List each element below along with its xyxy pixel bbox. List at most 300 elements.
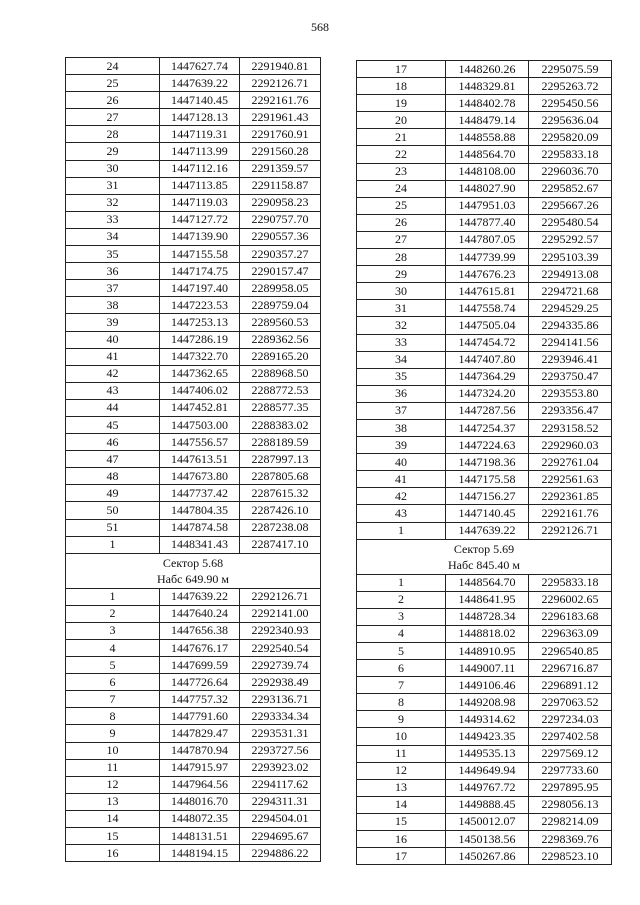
point-number-cell: 29 (357, 266, 446, 283)
table-row (66, 331, 321, 348)
x-coordinate-cell: 1447737.42 (160, 485, 240, 502)
x-coordinate-cell: 1447807.05 (446, 231, 529, 248)
y-coordinate-cell: 2295103.39 (529, 249, 612, 266)
y-coordinate-cell: 2295263.72 (529, 78, 612, 95)
table-row (357, 522, 612, 539)
table-row (66, 75, 321, 92)
x-coordinate-cell: 1449007.11 (446, 660, 529, 677)
table-row (357, 317, 612, 334)
table-row (66, 314, 321, 331)
y-coordinate-cell: 2290557.36 (240, 228, 321, 245)
point-number-cell: 2 (66, 605, 160, 622)
table-row (66, 793, 321, 810)
x-coordinate-cell: 1449888.45 (446, 796, 529, 813)
y-coordinate-cell: 2297234.03 (529, 711, 612, 728)
point-number-cell: 43 (357, 505, 446, 522)
x-coordinate-cell: 1447155.58 (160, 246, 240, 263)
table-row (66, 691, 321, 708)
x-coordinate-cell: 1447140.45 (160, 92, 240, 109)
y-coordinate-cell: 2295292.57 (529, 231, 612, 248)
table-row (357, 677, 612, 694)
x-coordinate-cell: 1448329.81 (446, 78, 529, 95)
x-coordinate-cell: 1447198.36 (446, 454, 529, 471)
point-number-cell: 33 (66, 211, 160, 228)
point-number-cell: 2 (357, 591, 446, 608)
x-coordinate-cell: 1447113.85 (160, 177, 240, 194)
y-coordinate-cell: 2292126.71 (529, 522, 612, 539)
x-coordinate-cell: 1448818.02 (446, 625, 529, 642)
y-coordinate-cell: 2293923.02 (240, 759, 321, 776)
x-coordinate-cell: 1447829.47 (160, 725, 240, 742)
point-number-cell: 1 (357, 574, 446, 591)
y-coordinate-cell: 2296891.12 (529, 677, 612, 694)
y-coordinate-cell: 2294117.62 (240, 776, 321, 793)
table-row (357, 78, 612, 95)
point-number-cell: 11 (357, 745, 446, 762)
y-coordinate-cell: 2296363.09 (529, 625, 612, 642)
table-row (357, 471, 612, 488)
point-number-cell: 38 (66, 297, 160, 314)
point-number-cell: 14 (66, 810, 160, 827)
x-coordinate-cell: 1447156.27 (446, 488, 529, 505)
point-number-cell: 50 (66, 502, 160, 519)
table-row (66, 536, 321, 553)
x-coordinate-cell: 1448564.70 (446, 146, 529, 163)
x-coordinate-cell: 1447503.00 (160, 416, 240, 433)
y-coordinate-cell: 2293750.47 (529, 368, 612, 385)
y-coordinate-cell: 2287426.10 (240, 502, 321, 519)
table-row (66, 588, 321, 605)
point-number-cell: 24 (357, 180, 446, 197)
y-coordinate-cell: 2292361.85 (529, 488, 612, 505)
point-number-cell: 20 (357, 112, 446, 129)
y-coordinate-cell: 2292540.54 (240, 640, 321, 657)
point-number-cell: 5 (66, 657, 160, 674)
table-row (66, 160, 321, 177)
page-number: 568 (311, 20, 329, 34)
point-number-cell: 27 (357, 231, 446, 248)
table-row (66, 657, 321, 674)
x-coordinate-cell: 1447640.24 (160, 605, 240, 622)
y-coordinate-cell: 2293553.80 (529, 385, 612, 402)
y-coordinate-cell: 2289362.56 (240, 331, 321, 348)
table-row (66, 725, 321, 742)
x-coordinate-cell: 1447174.75 (160, 263, 240, 280)
table-row (66, 828, 321, 845)
y-coordinate-cell: 2287805.68 (240, 468, 321, 485)
point-number-cell: 38 (357, 419, 446, 436)
point-number-cell: 28 (357, 249, 446, 266)
sector-heading-row (357, 539, 612, 574)
y-coordinate-cell: 2287997.13 (240, 451, 321, 468)
x-coordinate-cell: 1447739.99 (446, 249, 529, 266)
point-number-cell: 7 (357, 677, 446, 694)
table-row (66, 297, 321, 314)
point-number-cell: 37 (66, 280, 160, 297)
point-number-cell: 26 (66, 92, 160, 109)
table-row (357, 608, 612, 625)
point-number-cell: 31 (66, 177, 160, 194)
x-coordinate-cell: 1447639.22 (446, 522, 529, 539)
x-coordinate-cell: 1448108.00 (446, 163, 529, 180)
point-number-cell: 1 (66, 588, 160, 605)
point-number-cell: 12 (66, 776, 160, 793)
x-coordinate-cell: 1447362.65 (160, 365, 240, 382)
x-coordinate-cell: 1447364.29 (446, 368, 529, 385)
point-number-cell: 30 (66, 160, 160, 177)
y-coordinate-cell: 2293946.41 (529, 351, 612, 368)
y-coordinate-cell: 2294886.22 (240, 845, 321, 862)
x-coordinate-cell: 1447322.70 (160, 348, 240, 365)
point-number-cell: 26 (357, 214, 446, 231)
y-coordinate-cell: 2297895.95 (529, 779, 612, 796)
table-row (66, 708, 321, 725)
point-number-cell: 17 (357, 848, 446, 865)
x-coordinate-cell: 1447452.81 (160, 399, 240, 416)
point-number-cell: 49 (66, 485, 160, 502)
table-row (66, 674, 321, 691)
y-coordinate-cell: 2291158.87 (240, 177, 321, 194)
x-coordinate-cell: 1447197.40 (160, 280, 240, 297)
y-coordinate-cell: 2292340.93 (240, 622, 321, 639)
y-coordinate-cell: 2293356.47 (529, 402, 612, 419)
y-coordinate-cell: 2293334.34 (240, 708, 321, 725)
y-coordinate-cell: 2291560.28 (240, 143, 321, 160)
sector-heading (357, 539, 612, 574)
point-number-cell: 21 (357, 129, 446, 146)
table-row (357, 419, 612, 436)
y-coordinate-cell: 2298214.09 (529, 813, 612, 830)
x-coordinate-cell: 1448402.78 (446, 95, 529, 112)
point-number-cell: 47 (66, 451, 160, 468)
y-coordinate-cell: 2295820.09 (529, 129, 612, 146)
table-row (357, 813, 612, 830)
point-number-cell: 36 (357, 385, 446, 402)
table-row (357, 591, 612, 608)
point-number-cell: 48 (66, 468, 160, 485)
y-coordinate-cell: 2288189.59 (240, 434, 321, 451)
point-number-cell: 40 (357, 454, 446, 471)
table-row (66, 194, 321, 211)
y-coordinate-cell: 2295833.18 (529, 574, 612, 591)
y-coordinate-cell: 2290357.27 (240, 246, 321, 263)
y-coordinate-cell: 2293531.31 (240, 725, 321, 742)
y-coordinate-cell: 2288577.35 (240, 399, 321, 416)
x-coordinate-cell: 1447407.80 (446, 351, 529, 368)
y-coordinate-cell: 2288968.50 (240, 365, 321, 382)
y-coordinate-cell: 2292739.74 (240, 657, 321, 674)
x-coordinate-cell: 1448194.15 (160, 845, 240, 862)
y-coordinate-cell: 2295833.18 (529, 146, 612, 163)
table-row (66, 211, 321, 228)
x-coordinate-cell: 1447639.22 (160, 75, 240, 92)
table-row (357, 831, 612, 848)
x-coordinate-cell: 1449106.46 (446, 677, 529, 694)
point-number-cell: 39 (66, 314, 160, 331)
point-number-cell: 23 (357, 163, 446, 180)
point-number-cell: 32 (357, 317, 446, 334)
table-row (357, 300, 612, 317)
y-coordinate-cell: 2297063.52 (529, 694, 612, 711)
point-number-cell: 37 (357, 402, 446, 419)
y-coordinate-cell: 2292141.00 (240, 605, 321, 622)
point-number-cell: 13 (357, 779, 446, 796)
table-row (357, 796, 612, 813)
table-row (357, 214, 612, 231)
table-row (66, 177, 321, 194)
x-coordinate-cell: 1449314.62 (446, 711, 529, 728)
point-number-cell: 42 (66, 365, 160, 382)
point-number-cell: 16 (357, 831, 446, 848)
x-coordinate-cell: 1448910.95 (446, 643, 529, 660)
table-row (66, 776, 321, 793)
y-coordinate-cell: 2291760.91 (240, 126, 321, 143)
x-coordinate-cell: 1449208.98 (446, 694, 529, 711)
y-coordinate-cell: 2295450.56 (529, 95, 612, 112)
point-number-cell: 34 (66, 228, 160, 245)
table-row (66, 280, 321, 297)
x-coordinate-cell: 1450138.56 (446, 831, 529, 848)
x-coordinate-cell: 1447676.23 (446, 266, 529, 283)
point-number-cell: 6 (66, 674, 160, 691)
table-row (66, 622, 321, 639)
point-number-cell: 25 (66, 75, 160, 92)
y-coordinate-cell: 2292960.03 (529, 437, 612, 454)
y-coordinate-cell: 2296002.65 (529, 591, 612, 608)
y-coordinate-cell: 2295480.54 (529, 214, 612, 231)
x-coordinate-cell: 1447874.58 (160, 519, 240, 536)
x-coordinate-cell: 1448564.70 (446, 574, 529, 591)
y-coordinate-cell: 2290958.23 (240, 194, 321, 211)
point-number-cell: 35 (357, 368, 446, 385)
point-number-cell: 29 (66, 143, 160, 160)
x-coordinate-cell: 1447253.13 (160, 314, 240, 331)
y-coordinate-cell: 2298523.10 (529, 848, 612, 865)
y-coordinate-cell: 2292561.63 (529, 471, 612, 488)
x-coordinate-cell: 1447224.63 (446, 437, 529, 454)
y-coordinate-cell: 2295667.26 (529, 197, 612, 214)
y-coordinate-cell: 2288383.02 (240, 416, 321, 433)
table-row (66, 759, 321, 776)
table-row (357, 643, 612, 660)
y-coordinate-cell: 2288772.53 (240, 382, 321, 399)
point-number-cell: 9 (66, 725, 160, 742)
y-coordinate-cell: 2293727.56 (240, 742, 321, 759)
table-row (357, 694, 612, 711)
x-coordinate-cell: 1447656.38 (160, 622, 240, 639)
y-coordinate-cell: 2292126.71 (240, 588, 321, 605)
point-number-cell: 18 (357, 78, 446, 95)
x-coordinate-cell: 1448341.43 (160, 536, 240, 553)
table-row (357, 660, 612, 677)
y-coordinate-cell: 2297733.60 (529, 762, 612, 779)
x-coordinate-cell: 1447791.60 (160, 708, 240, 725)
y-coordinate-cell: 2294335.86 (529, 317, 612, 334)
x-coordinate-cell: 1447558.74 (446, 300, 529, 317)
point-number-cell: 36 (66, 263, 160, 280)
sector-area: Набс 845.40 м (447, 557, 521, 572)
y-coordinate-cell: 2294529.25 (529, 300, 612, 317)
point-number-cell: 10 (66, 742, 160, 759)
point-number-cell: 12 (357, 762, 446, 779)
x-coordinate-cell: 1449649.94 (446, 762, 529, 779)
point-number-cell: 1 (66, 536, 160, 553)
x-coordinate-cell: 1447287.56 (446, 402, 529, 419)
point-number-cell: 15 (357, 813, 446, 830)
sector-area: Набс 649.90 м (156, 571, 230, 586)
y-coordinate-cell: 2295852.67 (529, 180, 612, 197)
y-coordinate-cell: 2297569.12 (529, 745, 612, 762)
y-coordinate-cell: 2292126.71 (240, 75, 321, 92)
point-number-cell: 9 (357, 711, 446, 728)
point-number-cell: 5 (357, 643, 446, 660)
x-coordinate-cell: 1447175.58 (446, 471, 529, 488)
point-number-cell: 39 (357, 437, 446, 454)
point-number-cell: 10 (357, 728, 446, 745)
table-row (66, 810, 321, 827)
y-coordinate-cell: 2287417.10 (240, 536, 321, 553)
x-coordinate-cell: 1448558.88 (446, 129, 529, 146)
y-coordinate-cell: 2289759.04 (240, 297, 321, 314)
table-row (357, 351, 612, 368)
point-number-cell: 45 (66, 416, 160, 433)
x-coordinate-cell: 1447915.97 (160, 759, 240, 776)
table-row (66, 263, 321, 280)
point-number-cell: 41 (357, 471, 446, 488)
table-row (66, 382, 321, 399)
x-coordinate-cell: 1447454.72 (446, 334, 529, 351)
point-number-cell: 13 (66, 793, 160, 810)
y-coordinate-cell: 2287238.08 (240, 519, 321, 536)
x-coordinate-cell: 1448072.35 (160, 810, 240, 827)
table-row (357, 625, 612, 642)
point-number-cell: 3 (357, 608, 446, 625)
x-coordinate-cell: 1447505.04 (446, 317, 529, 334)
point-number-cell: 41 (66, 348, 160, 365)
x-coordinate-cell: 1447964.56 (160, 776, 240, 793)
table-row (357, 762, 612, 779)
y-coordinate-cell: 2290157.47 (240, 263, 321, 280)
table-row (357, 368, 612, 385)
point-number-cell: 8 (357, 694, 446, 711)
table-row (66, 348, 321, 365)
table-row (357, 95, 612, 112)
x-coordinate-cell: 1447324.20 (446, 385, 529, 402)
point-number-cell: 4 (66, 640, 160, 657)
table-row (357, 129, 612, 146)
table-row (66, 126, 321, 143)
y-coordinate-cell: 2295636.04 (529, 112, 612, 129)
x-coordinate-cell: 1447223.53 (160, 297, 240, 314)
point-number-cell: 15 (66, 828, 160, 845)
coordinates-table-left (65, 57, 321, 862)
x-coordinate-cell: 1450012.07 (446, 813, 529, 830)
point-number-cell: 43 (66, 382, 160, 399)
table-row (357, 249, 612, 266)
x-coordinate-cell: 1447877.40 (446, 214, 529, 231)
x-coordinate-cell: 1447119.03 (160, 194, 240, 211)
point-number-cell: 3 (66, 622, 160, 639)
x-coordinate-cell: 1449423.35 (446, 728, 529, 745)
point-number-cell: 51 (66, 519, 160, 536)
point-number-cell: 1 (357, 522, 446, 539)
point-number-cell: 11 (66, 759, 160, 776)
point-number-cell: 17 (357, 61, 446, 78)
x-coordinate-cell: 1447757.32 (160, 691, 240, 708)
x-coordinate-cell: 1447615.81 (446, 283, 529, 300)
table-row (66, 365, 321, 382)
point-number-cell: 25 (357, 197, 446, 214)
x-coordinate-cell: 1447870.94 (160, 742, 240, 759)
point-number-cell: 32 (66, 194, 160, 211)
point-number-cell: 8 (66, 708, 160, 725)
y-coordinate-cell: 2292938.49 (240, 674, 321, 691)
y-coordinate-cell: 2289165.20 (240, 348, 321, 365)
y-coordinate-cell: 2298056.13 (529, 796, 612, 813)
y-coordinate-cell: 2291961.43 (240, 109, 321, 126)
x-coordinate-cell: 1450267.86 (446, 848, 529, 865)
x-coordinate-cell: 1447639.22 (160, 588, 240, 605)
x-coordinate-cell: 1447673.80 (160, 468, 240, 485)
x-coordinate-cell: 1447113.99 (160, 143, 240, 160)
x-coordinate-cell: 1448016.70 (160, 793, 240, 810)
table-row (66, 742, 321, 759)
x-coordinate-cell: 1449767.72 (446, 779, 529, 796)
y-coordinate-cell: 2289560.53 (240, 314, 321, 331)
table-row (357, 146, 612, 163)
table-row (357, 574, 612, 591)
x-coordinate-cell: 1448479.14 (446, 112, 529, 129)
point-number-cell: 44 (66, 399, 160, 416)
table-row (357, 454, 612, 471)
x-coordinate-cell: 1447112.16 (160, 160, 240, 177)
table-row (357, 488, 612, 505)
x-coordinate-cell: 1447726.64 (160, 674, 240, 691)
y-coordinate-cell: 2293158.52 (529, 419, 612, 436)
point-number-cell: 33 (357, 334, 446, 351)
table-row (66, 451, 321, 468)
point-number-cell: 27 (66, 109, 160, 126)
table-row (357, 711, 612, 728)
point-number-cell: 24 (66, 58, 160, 75)
table-row (357, 728, 612, 745)
table-row (66, 640, 321, 657)
y-coordinate-cell: 2296036.70 (529, 163, 612, 180)
table-row (357, 197, 612, 214)
table-row (66, 519, 321, 536)
x-coordinate-cell: 1447676.17 (160, 640, 240, 657)
point-number-cell: 30 (357, 283, 446, 300)
x-coordinate-cell: 1447613.51 (160, 451, 240, 468)
x-coordinate-cell: 1447804.35 (160, 502, 240, 519)
y-coordinate-cell: 2291359.57 (240, 160, 321, 177)
table-row (66, 228, 321, 245)
x-coordinate-cell: 1448027.90 (446, 180, 529, 197)
table-row (357, 266, 612, 283)
y-coordinate-cell: 2296540.85 (529, 643, 612, 660)
sector-title: Сектор 5.68 (162, 555, 224, 570)
point-number-cell: 4 (357, 625, 446, 642)
x-coordinate-cell: 1447254.37 (446, 419, 529, 436)
x-coordinate-cell: 1447139.90 (160, 228, 240, 245)
table-row (357, 437, 612, 454)
y-coordinate-cell: 2290757.70 (240, 211, 321, 228)
y-coordinate-cell: 2292161.76 (529, 505, 612, 522)
point-number-cell: 31 (357, 300, 446, 317)
x-coordinate-cell: 1447128.13 (160, 109, 240, 126)
x-coordinate-cell: 1447951.03 (446, 197, 529, 214)
y-coordinate-cell: 2295075.59 (529, 61, 612, 78)
